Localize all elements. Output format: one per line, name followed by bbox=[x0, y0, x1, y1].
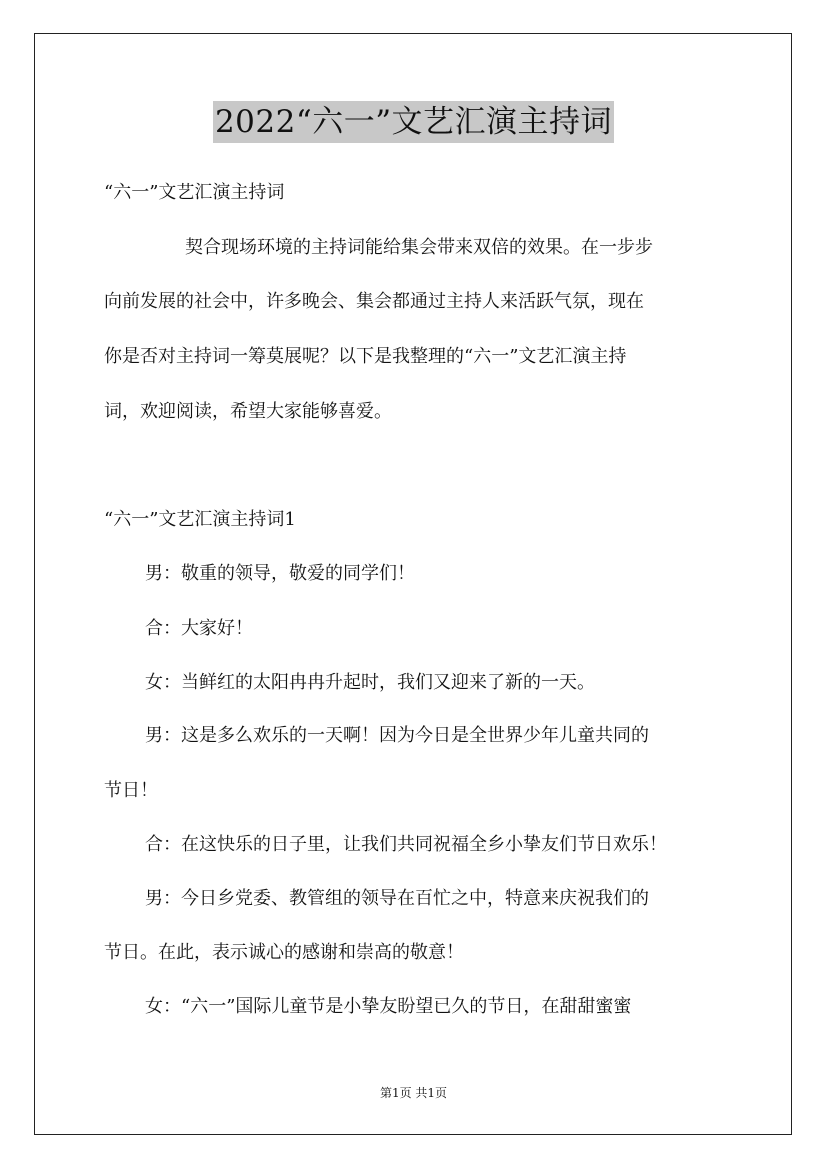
intro-line: 向前发展的社会中，许多晚会、集会都通过主持人来活跃气氛，现在 bbox=[104, 291, 644, 312]
intro-line: 契合现场环境的主持词能给集会带来双倍的效果。在一步步 bbox=[185, 237, 653, 258]
script-line: 男：今日乡党委、教管组的领导在百忙之中，特意来庆祝我们的 bbox=[145, 888, 649, 909]
section-heading: “六一”文艺汇演主持词1 bbox=[104, 509, 296, 530]
title-container bbox=[0, 101, 827, 143]
script-line: 男：这是多么欢乐的一天啊！因为今日是全世界少年儿童共同的 bbox=[145, 725, 649, 746]
intro-line: 你是否对主持词一筹莫展呢？以下是我整理的“六一”文艺汇演主持 bbox=[104, 346, 627, 367]
page-footer: 第1页 共1页 bbox=[379, 1086, 448, 1100]
script-line: 女：“六一”国际儿童节是小挚友盼望已久的节日，在甜甜蜜蜜 bbox=[145, 996, 632, 1017]
script-line: 节日！ bbox=[104, 780, 158, 801]
document-title: 2022“六一”文艺汇演主持词 bbox=[213, 101, 614, 143]
script-line: 合：大家好！ bbox=[145, 618, 253, 639]
intro-line: 词，欢迎阅读，希望大家能够喜爱。 bbox=[104, 401, 392, 422]
document-subtitle: “六一”文艺汇演主持词 bbox=[104, 182, 285, 203]
script-line: 合：在这快乐的日子里，让我们共同祝福全乡小挚友们节日欢乐！ bbox=[145, 834, 667, 855]
script-line: 男：敬重的领导，敬爱的同学们！ bbox=[145, 563, 415, 584]
script-line: 女：当鲜红的太阳冉冉升起时，我们又迎来了新的一天。 bbox=[145, 672, 595, 693]
script-line: 节日。在此，表示诚心的感谢和崇高的敬意！ bbox=[104, 942, 464, 963]
